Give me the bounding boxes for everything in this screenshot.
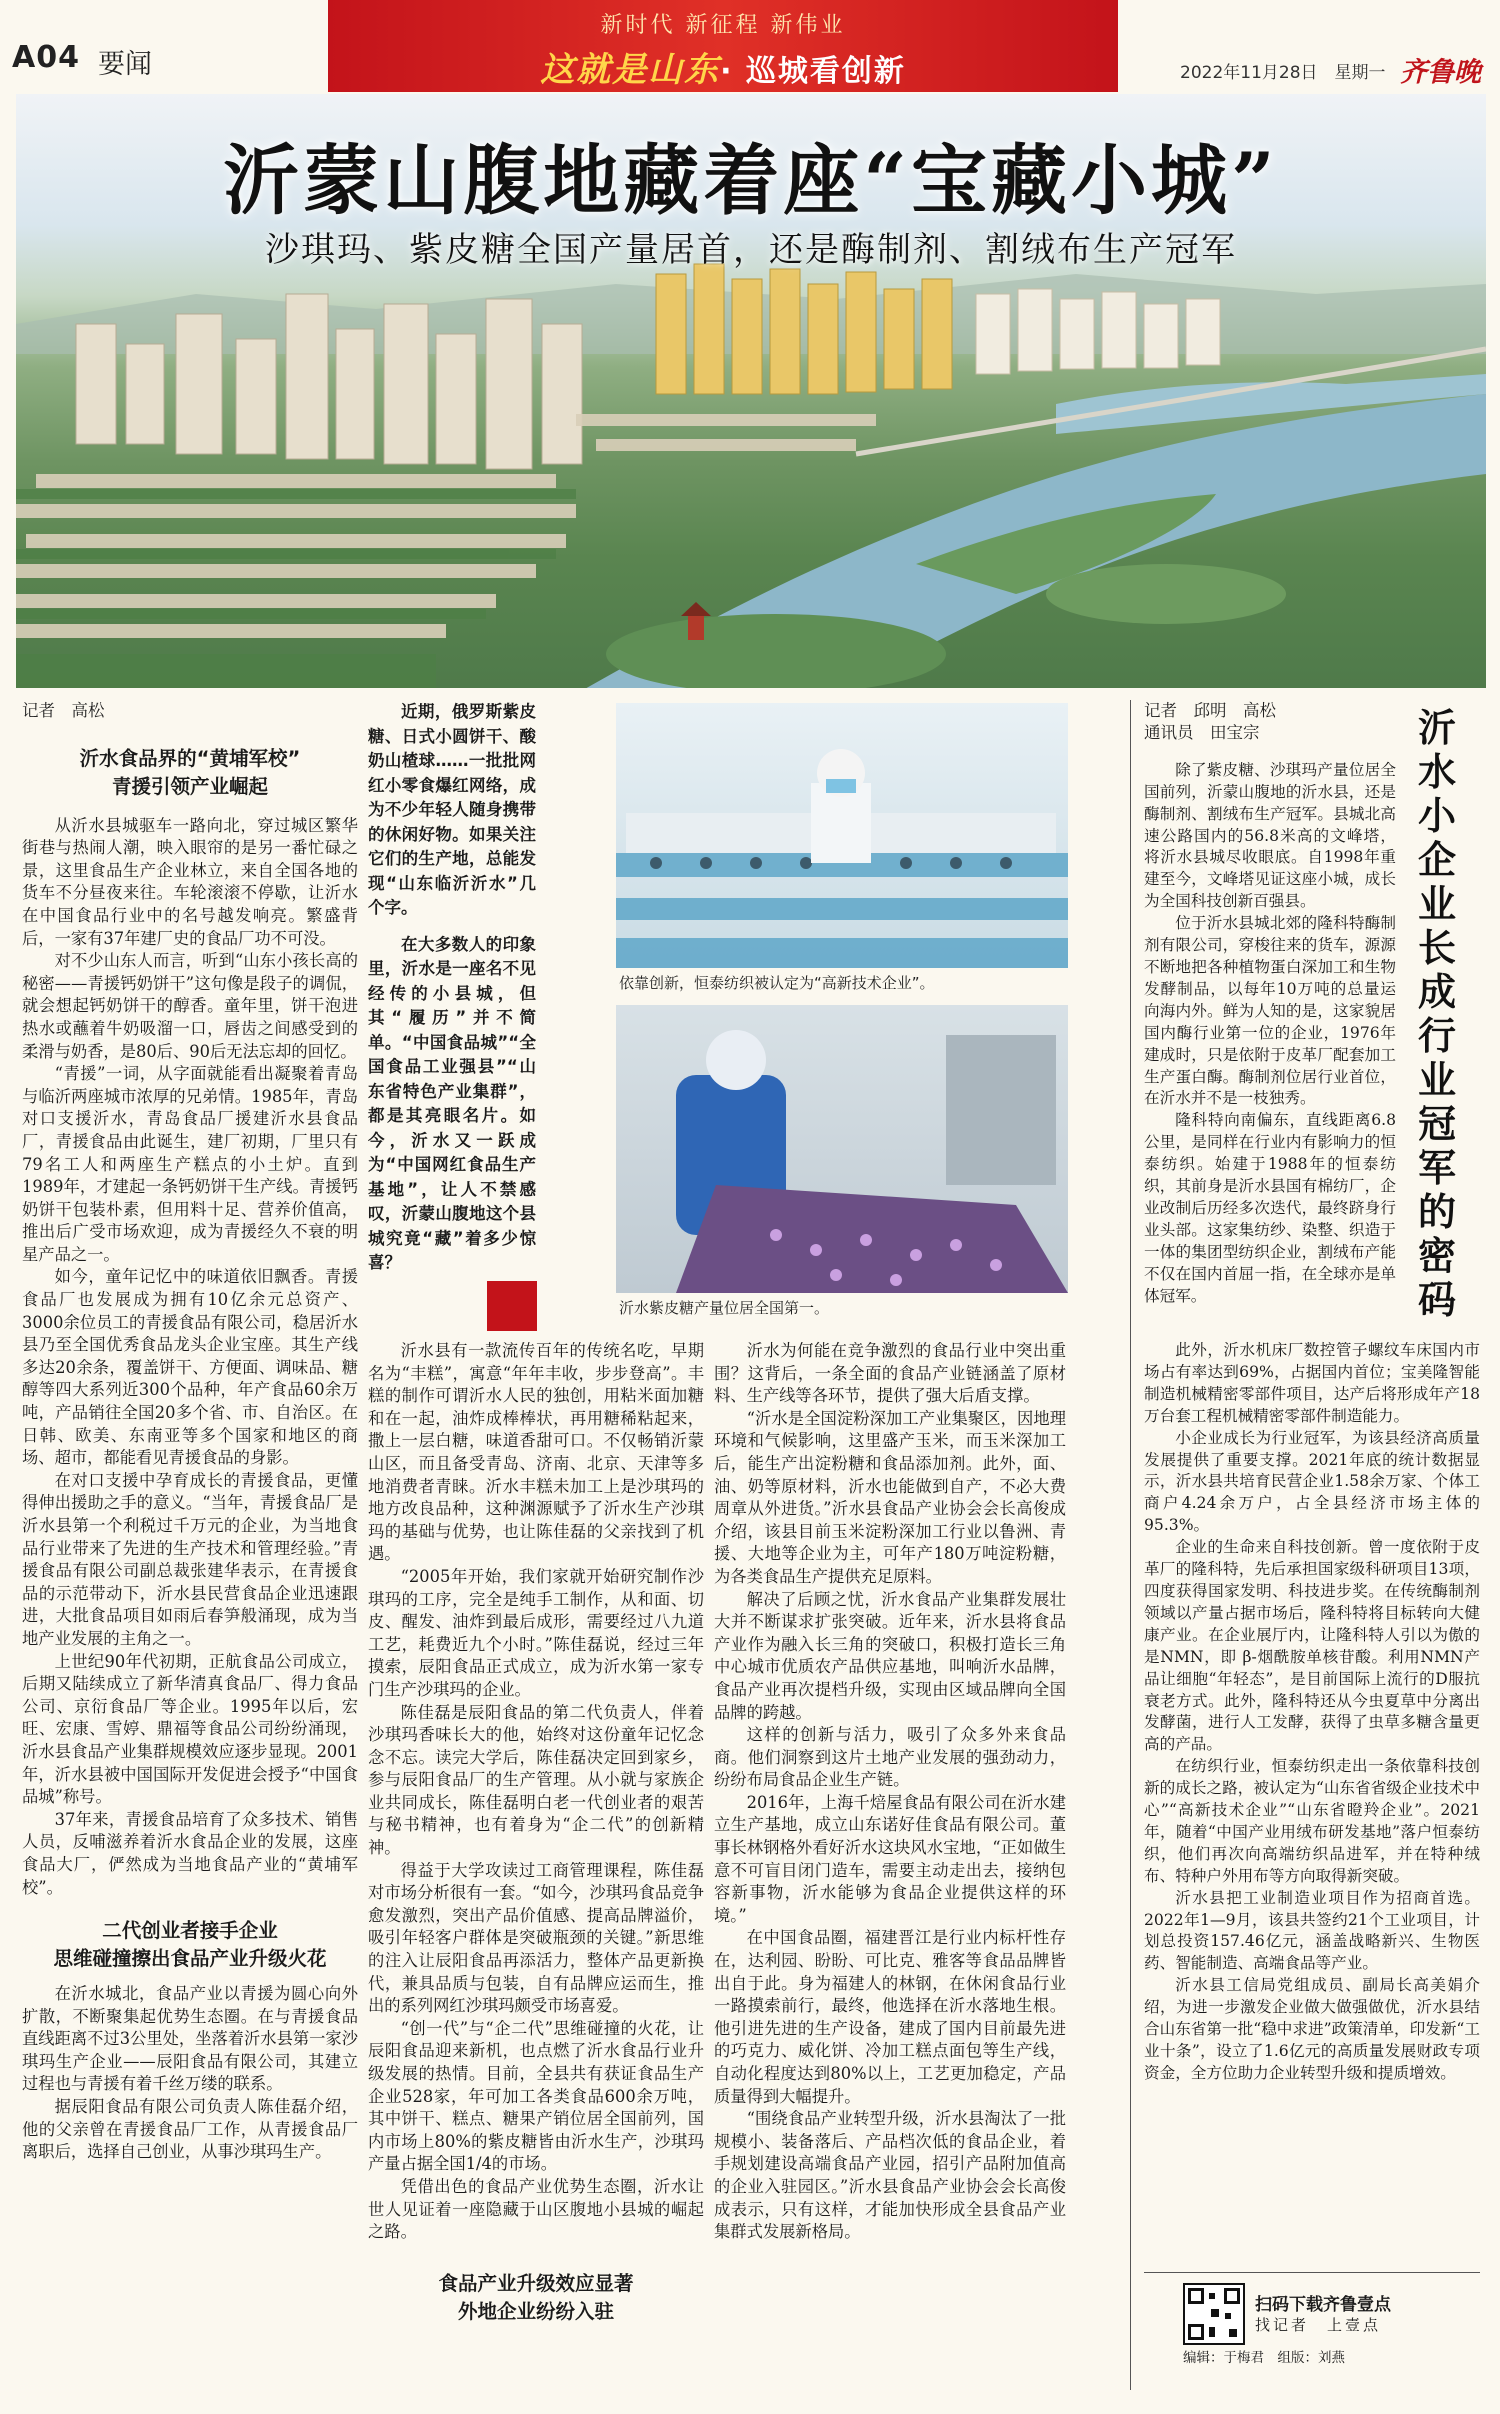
article-column-3 bbox=[714, 1340, 1066, 2244]
paragraph: 如今，童年记忆中的味道依旧飘香。青援食品厂也发展成为拥有10亿余元总资产、3000余位员工的青援食品有限公司，稳居沂水县乃至全国优秀食品龙头企业宝座。其生产线多达20余条，覆盖饼干、方便面、调味品、糖醇等四大系列近300个品种，年产食品60余万吨，产品销往全国20多个省、市、自治区。在日韩、欧美、东南亚等多个国家和地区的商场、超市，都能看见青援食品的身影。 bbox=[22, 1267, 358, 1468]
paragraph: 对不少山东人而言，听到“山东小孩长高的秘密——青援钙奶饼干”这句像是段子的调侃，就会想起钙奶饼干的醇香。童年里，饼干泡进热水或蘸着牛奶吸溜一口，唇齿之间感受到的柔滑与奶香，是80后、90后无法忘却的回忆。 bbox=[22, 951, 358, 1061]
paragraph: “2005年开始，我们家就开始研究制作沙琪玛的工序，完全是纯手工制作，从和面、切皮、醒发、油炸到最后成形，需要经过八九道工艺，耗费近九个小时。”陈佳磊说，经过三年摸索，辰阳食品正式成立，成为沂水第一家专门生产沙琪玛的企业。 bbox=[368, 1566, 704, 1699]
paragraph: 企业的生命来自科技创新。曾一度依附于皮革厂的隆科特，先后承担国家级科研项目13项，四度获得国家发明、科技进步奖。在传统酶制剂领域以产量占据市场后，隆科特将目标转向大健康产业。在企业展厅内，让隆科特人引以为傲的是NMN，即 β-烟酰胺单核苷酸。利用NMN产品让细胞“年轻态”，是目前国际上流行的D服抗衰老方式。此外，隆科特还从今虫夏草中分离出发酵菌，进行人工发酵，获得了虫草多糖含量更高的产品。 bbox=[1144, 1538, 1480, 1754]
paragraph: 沂水为何能在竞争激烈的食品行业中突出重围？这背后，一条全面的食品产业链涵盖了原材料、生产线等各环节，提供了强大后盾支撑。 bbox=[714, 1341, 1066, 1406]
banner-slogan: 新时代 新征程 新伟业 bbox=[600, 13, 846, 38]
banner-brush-text: 这就是山东 bbox=[540, 50, 721, 90]
section-name: 要闻 bbox=[98, 49, 152, 80]
photo-caption: 依靠创新，恒泰纺织被认定为“高新技术企业”。 bbox=[619, 974, 935, 992]
qr-code-icon[interactable] bbox=[1183, 2283, 1245, 2345]
paragraph: 上世纪90年代初期，正航食品公司成立，后期又陆续成立了新华清真食品厂、得力食品公司、京衍食品厂等企业。1995年以后，宏旺、宏康、雪婷、鼎福等食品公司纷纷涌现，沂水县食品产业集群规模效应逐步显现。2001年，沂水县被中国国际开发促进会授予“中国食品城”称号。 bbox=[22, 1651, 358, 1807]
paragraph: 沂水县把工业制造业项目作为招商首选。2022年1—9月，该县共签约21个工业项目，计划总投资157.46亿元，涵盖战略新兴、生物医药、智能制造、高端食品等产业。 bbox=[1144, 1888, 1480, 1973]
subheading: 食品产业升级效应显著 bbox=[438, 2271, 634, 2295]
paragraph: 此外，沂水机床厂数控管子螺纹车床国内市场占有率达到69%，占据国内首位；宝美隆智能制造机械精密零部件项目，达产后将形成年产18万台套工程机械精密零部件制造能力。 bbox=[1144, 1341, 1480, 1425]
paragraph: “围绕食品产业转型升级，沂水县淘汰了一批规模小、装备落后、产品档次低的食品企业，着手规划建设高端食品产业园，招引产品附加值高的企业入驻园区。”沂水县食品产业协会会长高俊成表示，只有这样，才能加快形成全县食品产业集群式发展新格局。 bbox=[714, 2109, 1066, 2242]
intro-paragraph: 在大多数人的印象里，沂水是一座名不见经传的小县城，但其“履历”并不简单。“中国食品城”“全国食品工业强县”“山东省特色产业集群”，都是其亮眼名片。如今，沂水又一跃成为“中国网红食品生产基地”，让人不禁感叹，沂蒙山腹地这个县城究竟“藏”着多少惊喜？ bbox=[368, 934, 536, 1272]
paragraph: 在纺织行业，恒泰纺织走出一条依靠科技创新的成长之路，被认定为“山东省省级企业技术中心”“高新技术企业”“山东省瞪羚企业”。2021年，随着“中国产业用绒布研发基地”落户恒泰纺织，他们再次向高端纺织品进军，并在特种绒布、特种户外用布等方向取得新突破。 bbox=[1144, 1757, 1480, 1885]
banner-tail: · 巡城看创新 bbox=[720, 54, 906, 89]
paragraph: 沂水县有一款流传百年的传统名吃，早期名为“丰糕”，寓意“年年丰收，步步登高”。丰糕的制作可谓沂水人民的独创，用粘米面加糖和在一起，油炸成棒棒状，再用糖稀粘起来，撒上一层白糖，味道香甜可口。不仅畅销沂蒙山区，而且备受青岛、济南、北京、天津等多地消费者青睐。沂水丰糕未加工上是沙琪玛的地方改良品种，这种渊源赋予了沂水生产沙琪玛的基础与优势，也让陈佳磊的父亲找到了机遇。 bbox=[368, 1341, 704, 1564]
subheading: 沂水食品界的“黄埔军校” bbox=[79, 746, 301, 770]
editor-credits: 编辑：于梅君 组版：刘燕 bbox=[1183, 2350, 1345, 2366]
paragraph: “沂水是全国淀粉深加工产业集聚区，因地理环境和气候影响，这里盛产玉米，而玉米深加工后，能生产出淀粉糖和食品添加剂。此外，面、油、奶等原材料，沂水也能做到自产，不必大费周章从外进货。”沂水县食品产业协会会长高俊成介绍，该县目前玉米淀粉深加工行业以鲁洲、青援、大地等企业为主，可年产180万吨淀粉糖，为各类食品生产提供充足原料。 bbox=[714, 1408, 1066, 1586]
paragraph: 凭借出色的食品产业优势生态圈，沂水让世人见证着一座隐藏于山区腹地小县城的崛起之路。 bbox=[368, 2176, 704, 2242]
banner-title bbox=[328, 42, 1118, 91]
subheading: 二代创业者接手企业 bbox=[102, 1919, 278, 1943]
reporter-contact-label: 找记者 上壹点 bbox=[1255, 2316, 1382, 2334]
paragraph: 陈佳磊是辰阳食品的第二代负责人，伴着沙琪玛香味长大的他，始终对这份童年记忆念念不忘。读完大学后，陈佳磊决定回到家乡，参与辰阳食品厂的生产管理。从小就与家族企业共同成长，陈佳磊明白老一代创业者的艰苦与秘书精神，也有着身为“企二代”的创新精神。 bbox=[368, 1702, 704, 1858]
candy-factory-photo bbox=[616, 1005, 1068, 1293]
paragraph: 从沂水县城驱车一路向北，穿过城区繁华街巷与热闹人潮，映入眼帘的是另一番忙碌之景，这里食品生产企业林立，来自全国各地的货车不分昼夜来往。车轮滚滚不停歇，让沂水在中国食品行业中的名号越发响亮。繁盛背后，一家有37年建厂史的食品厂功不可没。 bbox=[22, 815, 358, 948]
paragraph: 在中国食品圈，福建晋江是行业内标杆性存在，达利园、盼盼、可比克、雅客等食品品牌皆出自于此。身为福建人的林钢，在休闲食品行业一路摸索前行，最终，他选择在沂水落地生根。他引进先进的生产设备，建成了国内目前最先进的巧克力、威化饼、冷加工糕点面包等生产线，自动化程度达到80%以上，工艺更加稳定，产品质量得到大幅提升。 bbox=[714, 1928, 1066, 2106]
paragraph: “创一代”与“企二代”思维碰撞的火花，让辰阳食品迎来新机，也点燃了沂水食品行业升级发展的热情。目前，全县共有获证食品生产企业528家，年可加工各类食品600余万吨，其中饼干、糕点、糖果产销位居全国前列，国内市场上80%的紫皮糖皆由沂水生产，沙琪玛产量占据全国1/4的市场。 bbox=[368, 2018, 704, 2174]
paragraph: 小企业成长为行业冠军，为该县经济高质量发展提供了重要支撑。2021年底的统计数据显示，沂水县共培育民营企业1.58余万家、个体工商户4.24余万户，占全县经济市场主体的95.3%。 bbox=[1144, 1428, 1480, 1535]
byline: 记者 高松 bbox=[22, 701, 105, 720]
red-accent-block bbox=[487, 1281, 537, 1331]
textile-factory-photo bbox=[616, 703, 1068, 968]
article-column-4-continued bbox=[1144, 1340, 1480, 2085]
byline: 记者 邱明 高松 bbox=[1144, 701, 1276, 720]
paragraph: 2016年，上海千焙屋食品有限公司在沂水建立生产基地，成立山东诺好佳食品有限公司。董事长林钢格外看好沂水这块风水宝地，“正如做生意不可盲目闭门造车，需要主动走出去，接纳包容新事物，沂水能够为食品企业提供这样的环境。” bbox=[714, 1792, 1066, 1925]
paragraph: 据辰阳食品有限公司负责人陈佳磊介绍，他的父亲曾在青援食品厂工作，从青援食品厂离职后，选择自己创业，从事沙琪玛生产。 bbox=[22, 2097, 358, 2162]
photo-caption: 沂水紫皮糖产量位居全国第一。 bbox=[619, 1299, 830, 1317]
main-headline: 沂蒙山腹地藏着座“宝藏小城” bbox=[223, 136, 1279, 225]
article-column-4 bbox=[1144, 700, 1396, 1307]
paragraph: 得益于大学攻读过工商管理课程，陈佳磊对市场分析很有一套。“如今，沙琪玛食品竞争愈发激烈，突出产品价值感、提高品牌溢价，吸引年轻客户群体是突破瓶颈的关键。”新思维的注入让辰阳食品再添活力，整体产品更新换代，兼具品质与包装，自有品牌应运而生，推出的系列网红沙琪玛颇受市场喜爱。 bbox=[368, 1860, 704, 2016]
footer-divider bbox=[1144, 2272, 1480, 2273]
app-download-label: 扫码下载齐鲁壹点 bbox=[1255, 2295, 1391, 2315]
newspaper-logo: 齐鲁晚 bbox=[1400, 57, 1481, 88]
subheading: 思维碰撞擦出食品产业升级火花 bbox=[53, 1947, 327, 1971]
column-divider bbox=[1130, 700, 1131, 2390]
article-column-2 bbox=[368, 1340, 704, 2326]
paragraph: 位于沂水县城北郊的隆科特酶制剂有限公司，穿梭往来的货车，源源不断地把各种植物蛋白深加工和生物发酵制品，以每年10万吨的总量运向海内外。鲜为人知的是，这家貌居国内酶行业第一位的企业，1976年建成时，只是依附于皮革厂配套加工生产蛋白酶。酶制剂位居行业首位，在沂水并不是一枝独秀。 bbox=[1144, 914, 1396, 1108]
side-article-title: 沂水小企业长成行业冠军的密码 bbox=[1417, 706, 1456, 1322]
hero-aerial-photo bbox=[16, 94, 1486, 688]
issue-date: 2022年11月28日 星期一 bbox=[1180, 63, 1386, 83]
article-column-1 bbox=[22, 700, 358, 2164]
paragraph: 37年来，青援食品培育了众多技术、销售人员，反哺滋养着沂水食品企业的发展，这座食品大厂，俨然成为当地食品产业的“黄埔军校”。 bbox=[22, 1809, 358, 1897]
series-banner bbox=[328, 0, 1118, 92]
paragraph: 在沂水城北，食品产业以青援为圆心向外扩散，不断聚集起优势生态圈。在与青援食品直线距离不过3公里处，坐落着沂水县第一家沙琪玛生产企业——辰阳食品有限公司，其建立过程也与青援有着千丝万缕的联系。 bbox=[22, 1984, 358, 2094]
paragraph: 除了紫皮糖、沙琪玛产量位居全国前列，沂蒙山腹地的沂水县，还是酶制剂、割绒布生产冠军。县城北高速公路国内的56.8米高的文峰塔，将沂水县城尽收眼底。自1998年重建至今，文峰塔见证这座小城，成长为全国科技创新百强县。 bbox=[1144, 760, 1396, 911]
paragraph: 这样的创新与活力，吸引了众多外来食品商。他们洞察到这片土地产业发展的强劲动力，纷纷布局食品企业生产链。 bbox=[714, 1725, 1066, 1790]
paragraph: 在对口支援中孕育成长的青援食品，更懂得伸出援助之手的意义。“当年，青援食品厂是沂水县第一个利税过千万元的企业，为当地食品行业带来了先进的生产技术和管理经验。”青援食品有限公司副总裁张建华表示，在青援食品的示范带动下，沂水县民营食品企业迅速跟进，大批食品项目如雨后春笋般涌现，成为当地产业发展的主角之一。 bbox=[22, 1470, 358, 1648]
subheading: 外地企业纷纷入驻 bbox=[457, 2299, 614, 2323]
paragraph: 隆科特向南偏东，直线距离6.8公里，是同样在行业内有影响力的恒泰纺织。始建于1988年的恒泰纺织，其前身是沂水县国有棉纺厂，企业改制后历经多次迭代，最终跻身行业头部。这家集纺纱、染整、织造于一体的集团型纺织企业，割绒布产能不仅在国内首屈一指，在全球亦是单体冠军。 bbox=[1144, 1111, 1396, 1305]
intro-paragraph: 近期，俄罗斯紫皮糖、日式小圆饼干、酸奶山楂球……一批批网红小零食爆红网络，成为不少年轻人随身携带的休闲好物。如果关注它们的生产地，总能发现“山东临沂沂水”几个字。 bbox=[368, 702, 536, 917]
paragraph: 沂水县工信局党组成员、副局长高美娟介绍，为进一步激发企业做大做强做优，沂水县结合山东省第一批“稳中求进”政策清单，印发新“工业十条”，设立了1.6亿元的高质量发展财政专项资金，全方位助力企业转型升级和提质增效。 bbox=[1144, 1976, 1480, 2082]
intro-box bbox=[368, 700, 536, 1276]
byline: 通讯员 田宝宗 bbox=[1144, 722, 1260, 742]
paragraph: 解决了后顾之忧，沂水食品产业集群发展壮大并不断谋求扩张突破。近年来，沂水县将食品产业作为融入长三角的突破口，积极打造长三角中心城市优质农产品供应基地，叫响沂水品牌，食品产业再次提档升级，实现由区域品牌向全国品牌的跨越。 bbox=[714, 1589, 1066, 1722]
paragraph: “青援”一词，从字面就能看出凝聚着青岛与临沂两座城市浓厚的兄弟情。1985年，青岛对口支援沂水，青岛食品厂援建沂水县食品厂，青援食品由此诞生，建厂初期，厂里只有79名工人和两座生产糕点的小土炉。直到1989年，才建起一条钙奶饼干生产线。青援钙奶饼干包装朴素，但用料十足、营养价值高，推出后广受市场欢迎，成为青援经久不衰的明星产品之一。 bbox=[22, 1064, 358, 1264]
subheading: 青援引领产业崛起 bbox=[111, 774, 268, 798]
main-subheadline: 沙琪玛、紫皮糖全国产量居首，还是酶制剂、割绒布生产冠军 bbox=[265, 230, 1237, 270]
page-number: A04 bbox=[12, 40, 80, 75]
